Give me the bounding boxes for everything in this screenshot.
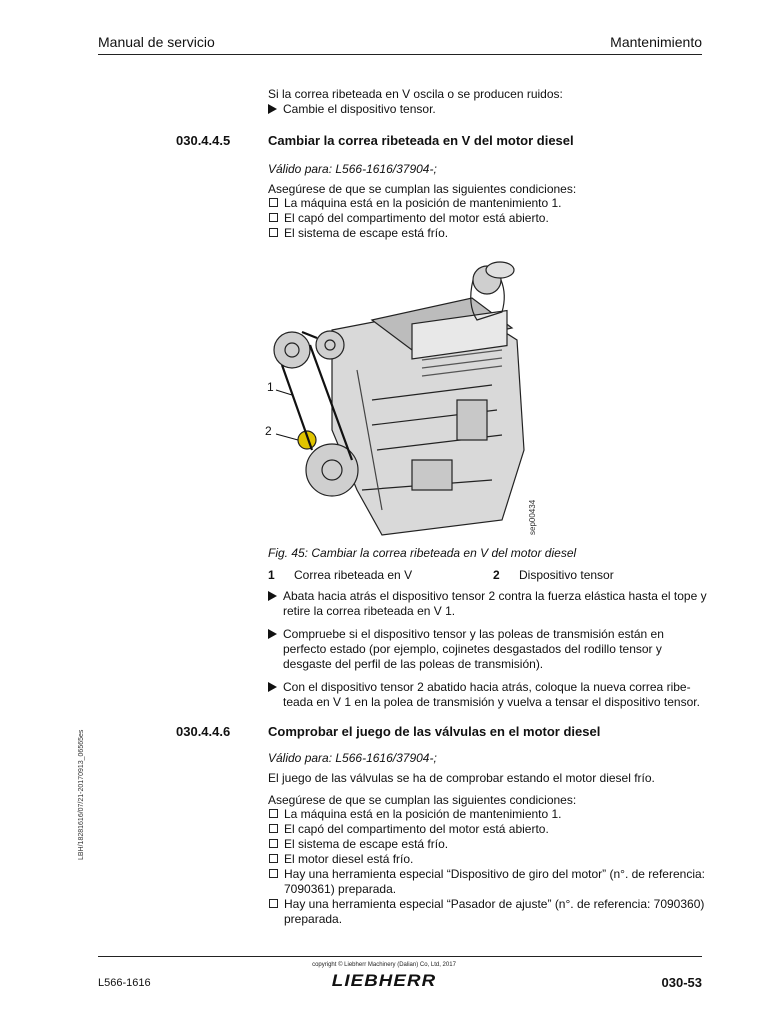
- condition-item: El sistema de escape está frío.: [268, 226, 708, 241]
- condition-item: El sistema de escape está frío.: [268, 837, 708, 852]
- engine-illustration: [262, 250, 552, 542]
- section2-note: El juego de las válvulas se ha de comprobar estando el motor diesel frío.: [268, 771, 655, 785]
- footer-copyright: copyright © Liebherr Machinery (Dalian) Co, Ltd, 2017: [312, 962, 456, 968]
- checkbox-icon: [269, 228, 278, 237]
- section1-title: Cambiar la correa ribeteada en V del motor diesel: [268, 133, 574, 148]
- engine-figure: [262, 250, 552, 542]
- step-item: Abata hacia atrás el dispositivo tensor 2 contra la fuerza elástica hasta el tope y retire la correa ribeteada en V 1.: [268, 589, 708, 619]
- condition-item: El motor diesel está frío.: [268, 852, 708, 867]
- checkbox-icon: [269, 809, 278, 818]
- condition-item: El capó del compartimento del motor está abierto.: [268, 211, 708, 226]
- legend-num-2: 2: [493, 568, 500, 582]
- section1-steps: [268, 589, 708, 718]
- footer-page-number: 030-53: [661, 975, 702, 990]
- condition-item: La máquina está en la posición de mantenimiento 1.: [268, 807, 708, 822]
- checkbox-icon: [269, 198, 278, 207]
- legend-label-2: Dispositivo tensor: [519, 568, 614, 582]
- header-rule: [98, 54, 702, 55]
- liebherr-logo: LIEBHERR: [331, 971, 437, 990]
- checkbox-icon: [269, 899, 278, 908]
- header-right: Mantenimiento: [610, 34, 702, 50]
- section1-number: 030.4.4.5: [176, 133, 231, 148]
- section2-valid: Válido para: L566-1616/37904-;: [268, 751, 437, 765]
- legend-label-1: Correa ribeteada en V: [294, 568, 413, 582]
- intro-action: Cambie el dispositivo tensor.: [268, 102, 436, 117]
- checkbox-icon: [269, 869, 278, 878]
- checkbox-icon: [269, 839, 278, 848]
- condition-item: Hay una herramienta especial “Dispositivo de giro del motor” (n°. de referencia: 7090361) preparada.: [268, 867, 708, 897]
- condition-item: El capó del compartimento del motor está abierto.: [268, 822, 708, 837]
- checkbox-icon: [269, 824, 278, 833]
- checkbox-icon: [269, 213, 278, 222]
- footer-rule: [98, 956, 702, 957]
- condition-item: Hay una herramienta especial “Pasador de ajuste” (n°. de referencia: 7090360) preparada.: [268, 897, 708, 927]
- legend-num-1: 1: [268, 568, 275, 582]
- arrow-icon: [268, 591, 277, 601]
- callout-1: 1: [267, 380, 274, 394]
- arrow-icon: [268, 629, 277, 639]
- section2-number: 030.4.4.6: [176, 724, 231, 739]
- section2-title: Comprobar el juego de las válvulas en el motor diesel: [268, 724, 601, 739]
- condition-item: La máquina está en la posición de mantenimiento 1.: [268, 196, 708, 211]
- side-document-code: LBH/18281616/07/21-20170913_06565es: [78, 729, 85, 860]
- section2-conditions-intro: Asegúrese de que se cumplan las siguientes condiciones:: [268, 793, 577, 807]
- footer-model: L566-1616: [98, 977, 151, 989]
- arrow-icon: [268, 682, 277, 692]
- checkbox-icon: [269, 854, 278, 863]
- callout-2: 2: [265, 424, 272, 438]
- section1-valid: Válido para: L566-1616/37904-;: [268, 162, 437, 176]
- intro-line: Si la correa ribeteada en V oscila o se producen ruidos:: [268, 87, 563, 101]
- header-left: Manual de servicio: [98, 34, 215, 50]
- section1-conditions: [268, 196, 708, 241]
- arrow-icon: [268, 104, 277, 114]
- figure-caption: Fig. 45: Cambiar la correa ribeteada en V del motor diesel: [268, 546, 577, 560]
- section2-conditions: [268, 807, 708, 927]
- figure-code: sep00434: [528, 499, 537, 535]
- step-item: Con el dispositivo tensor 2 abatido hacia atrás, coloque la nueva correa ribe- teada en V 1 en la polea de transmisión y vuelva a tensar el dispositivo tensor.: [268, 680, 708, 710]
- section1-conditions-intro: Asegúrese de que se cumplan las siguientes condiciones:: [268, 182, 577, 196]
- step-item: Compruebe si el dispositivo tensor y las poleas de transmisión están en perfecto estado (por ejemplo, cojinetes desgastados del rodillo tensor y desgaste del perfil de las poleas de transmisión).: [268, 627, 708, 672]
